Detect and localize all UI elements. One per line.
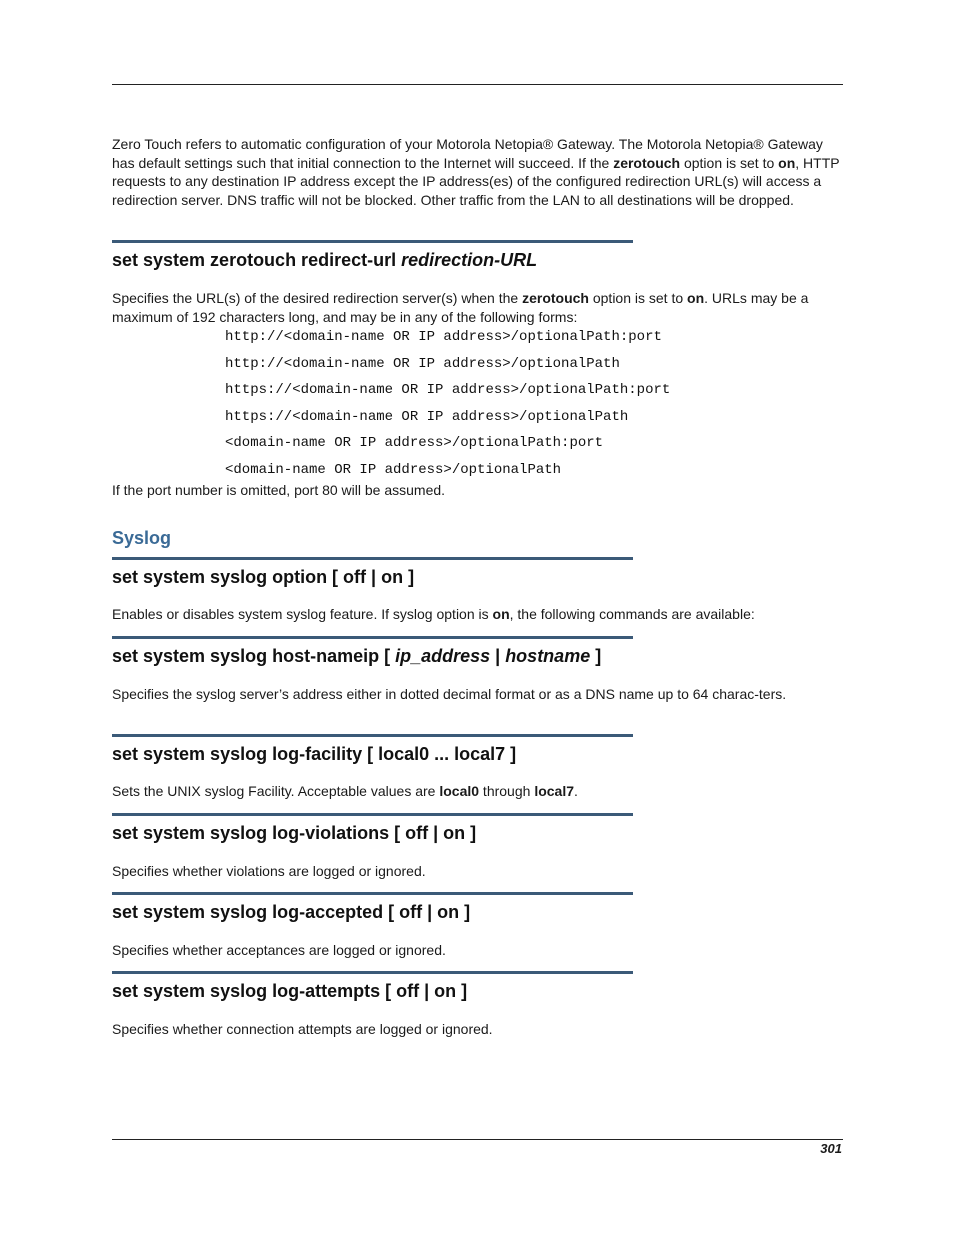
heading-bar bbox=[112, 636, 633, 639]
syslog-section-title: Syslog bbox=[112, 528, 172, 548]
syslog-violations-description: Specifies whether violations are logged or ignored. bbox=[112, 863, 426, 879]
url-form: https://<domain-name OR IP address>/optionalPath:port bbox=[225, 382, 671, 398]
footer-rule bbox=[112, 1139, 843, 1140]
page-number: 301 bbox=[820, 1141, 842, 1156]
url-form: https://<domain-name OR IP address>/optionalPath bbox=[225, 409, 629, 425]
url-form: <domain-name OR IP address>/optionalPath bbox=[225, 462, 562, 478]
url-form: <domain-name OR IP address>/optionalPath:port bbox=[225, 435, 604, 451]
heading-bar bbox=[112, 557, 633, 560]
redirect-url-description: Specifies the URL(s) of the desired redirection server(s) when the zerotouch option is set to on. URLs may be a maximum of 192 characters long, and may be in any of the following forms: bbox=[112, 290, 809, 325]
intro-paragraph: Zero Touch refers to automatic configuration of your Motorola Netopia® Gateway. The Motorola Netopia® Gateway has default settings such that initial connection to the Internet will succeed. If the zerotouch option is set to on, HTTP requests to any destination IP address except the IP address(es) of the configured redirection URL(s) will access a redirection server. DNS traffic will not be blocked. Other traffic from the LAN to all destinations will be dropped. bbox=[112, 136, 840, 208]
header-rule bbox=[112, 84, 843, 85]
heading-bar bbox=[112, 892, 633, 895]
heading-bar bbox=[112, 240, 633, 243]
port-note: If the port number is omitted, port 80 will be assumed. bbox=[112, 482, 446, 498]
syslog-accepted-heading: set system syslog log-accepted [ off | on ] bbox=[112, 902, 471, 922]
syslog-facility-description: Sets the UNIX syslog Facility. Acceptable values are local0 through local7. bbox=[112, 783, 578, 799]
url-form: http://<domain-name OR IP address>/optionalPath:port bbox=[225, 329, 662, 345]
syslog-host-heading: set system syslog host-nameip [ ip_address | hostname ] bbox=[112, 646, 602, 666]
heading-bar bbox=[112, 971, 633, 974]
heading-bar bbox=[112, 734, 633, 737]
syslog-option-description: Enables or disables system syslog feature. If syslog option is on, the following commands are available: bbox=[112, 606, 755, 622]
url-form: http://<domain-name OR IP address>/optionalPath bbox=[225, 356, 620, 372]
syslog-facility-heading: set system syslog log-facility [ local0 ... local7 ] bbox=[112, 744, 517, 764]
syslog-violations-heading: set system syslog log-violations [ off | on ] bbox=[112, 823, 477, 843]
redirect-url-heading: set system zerotouch redirect-url redirection-URL bbox=[112, 250, 538, 270]
syslog-accepted-description: Specifies whether acceptances are logged or ignored. bbox=[112, 942, 446, 958]
syslog-attempts-description: Specifies whether connection attempts are logged or ignored. bbox=[112, 1021, 493, 1037]
heading-bar bbox=[112, 813, 633, 816]
syslog-host-description: Specifies the syslog server’s address either in dotted decimal format or as a DNS name up to 64 charac-ters. bbox=[112, 686, 787, 702]
syslog-option-heading: set system syslog option [ off | on ] bbox=[112, 567, 415, 587]
syslog-attempts-heading: set system syslog log-attempts [ off | on ] bbox=[112, 981, 468, 1001]
